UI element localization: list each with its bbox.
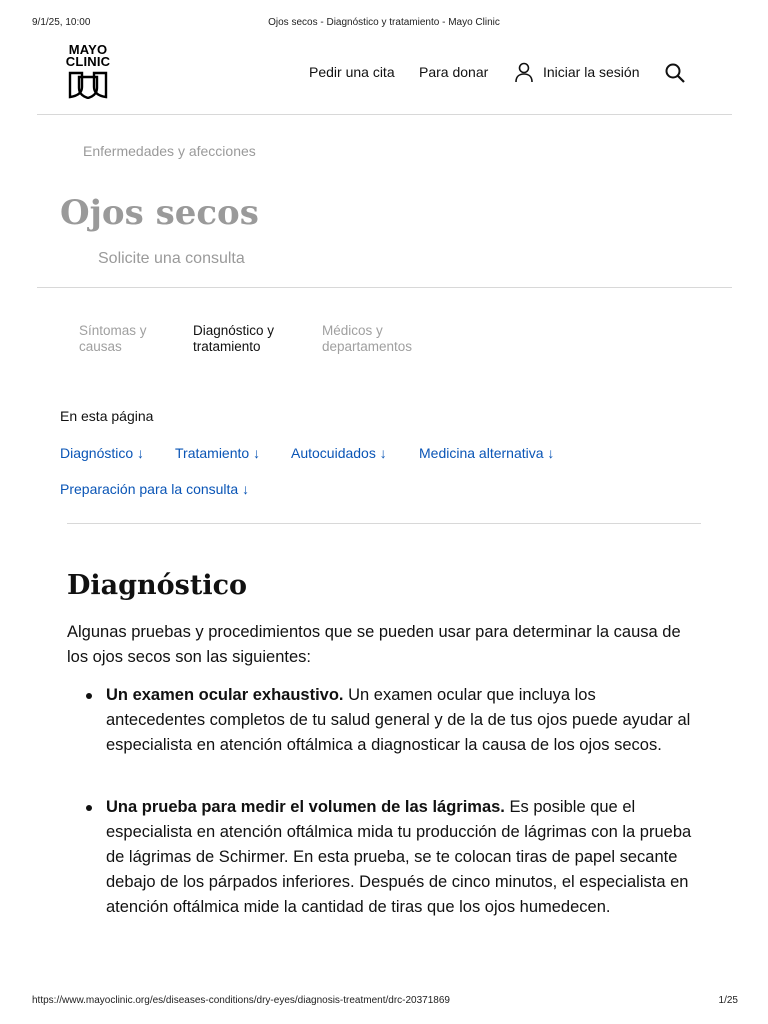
list-item [86, 795, 696, 920]
nav-donate-link[interactable]: Para donar [419, 64, 489, 80]
jump-link-alternative-medicine[interactable]: Medicina alternativa ↓ [419, 445, 555, 461]
section-intro: Algunas pruebas y procedimientos que se pueden usar para determinar la causa de los ojos secos son las siguientes: [67, 623, 681, 666]
print-datetime: 9/1/25, 10:00 [32, 17, 91, 28]
nav-login-link[interactable]: Iniciar la sesión [543, 64, 640, 80]
print-url: https://www.mayoclinic.org/es/diseases-conditions/dry-eyes/diagnosis-treatment/drc-20371869 [32, 995, 450, 1006]
bullet-dot-icon [86, 805, 92, 811]
jump-link-treatment[interactable]: Tratamiento ↓ [175, 445, 261, 461]
nav-appointment-link[interactable]: Pedir una cita [309, 64, 395, 80]
search-icon[interactable] [664, 62, 686, 87]
tab-doctors-departments[interactable]: Médicos y departamentos [322, 323, 413, 354]
user-icon[interactable] [513, 61, 535, 86]
logo-text: MAYO CLINIC [65, 42, 111, 69]
bullet-body: Es posible que el especialista en atención oftálmica mida tu producción de lágrimas con la prueba de lágrimas de Schirmer. En esta prueba, se te colocan tiras de papel secante debajo de los párpados inferiores. Después de cinco minutos, el especialista en atención oftálmica mide la cantidad de tiras que los ojos humedecen. [106, 798, 692, 916]
bullet-dot-icon [86, 693, 92, 699]
bullet-title: Una prueba para medir el volumen de las lágrimas. [106, 798, 505, 816]
top-nav [0, 64, 768, 84]
bullet-title: Un examen ocular exhaustivo. [106, 686, 344, 704]
bullet-body: Un examen ocular que incluya los antecedentes completos de tu salud general y de la de tus ojos puede ayudar al especialista en atención oftálmica a diagnosticar la causa de los ojos secos. [106, 686, 691, 754]
title-divider [37, 287, 732, 288]
jump-link-diagnosis[interactable]: Diagnóstico ↓ [60, 445, 145, 461]
request-consult-link[interactable]: Solicite una consulta [98, 250, 245, 267]
on-page-label: En esta página [60, 408, 154, 424]
tab-symptoms-causes[interactable]: Síntomas y causas [79, 323, 147, 354]
breadcrumb[interactable]: Enfermedades y afecciones [83, 143, 256, 159]
tab-diagnosis-treatment[interactable]: Diagnóstico y tratamiento [193, 323, 275, 354]
print-page-number: 1/25 [718, 995, 738, 1006]
list-item [86, 683, 696, 758]
header-divider [37, 114, 732, 115]
section-heading-diagnosis: Diagnóstico [67, 570, 248, 601]
jump-link-selfcare[interactable]: Autocuidados ↓ [291, 445, 387, 461]
page-title: Ojos secos [60, 193, 259, 233]
print-doc-title: Ojos secos - Diagnóstico y tratamiento - Mayo Clinic [268, 17, 500, 28]
jump-link-appointment-prep[interactable]: Preparación para la consulta ↓ [60, 481, 250, 497]
onpage-divider [67, 523, 701, 524]
